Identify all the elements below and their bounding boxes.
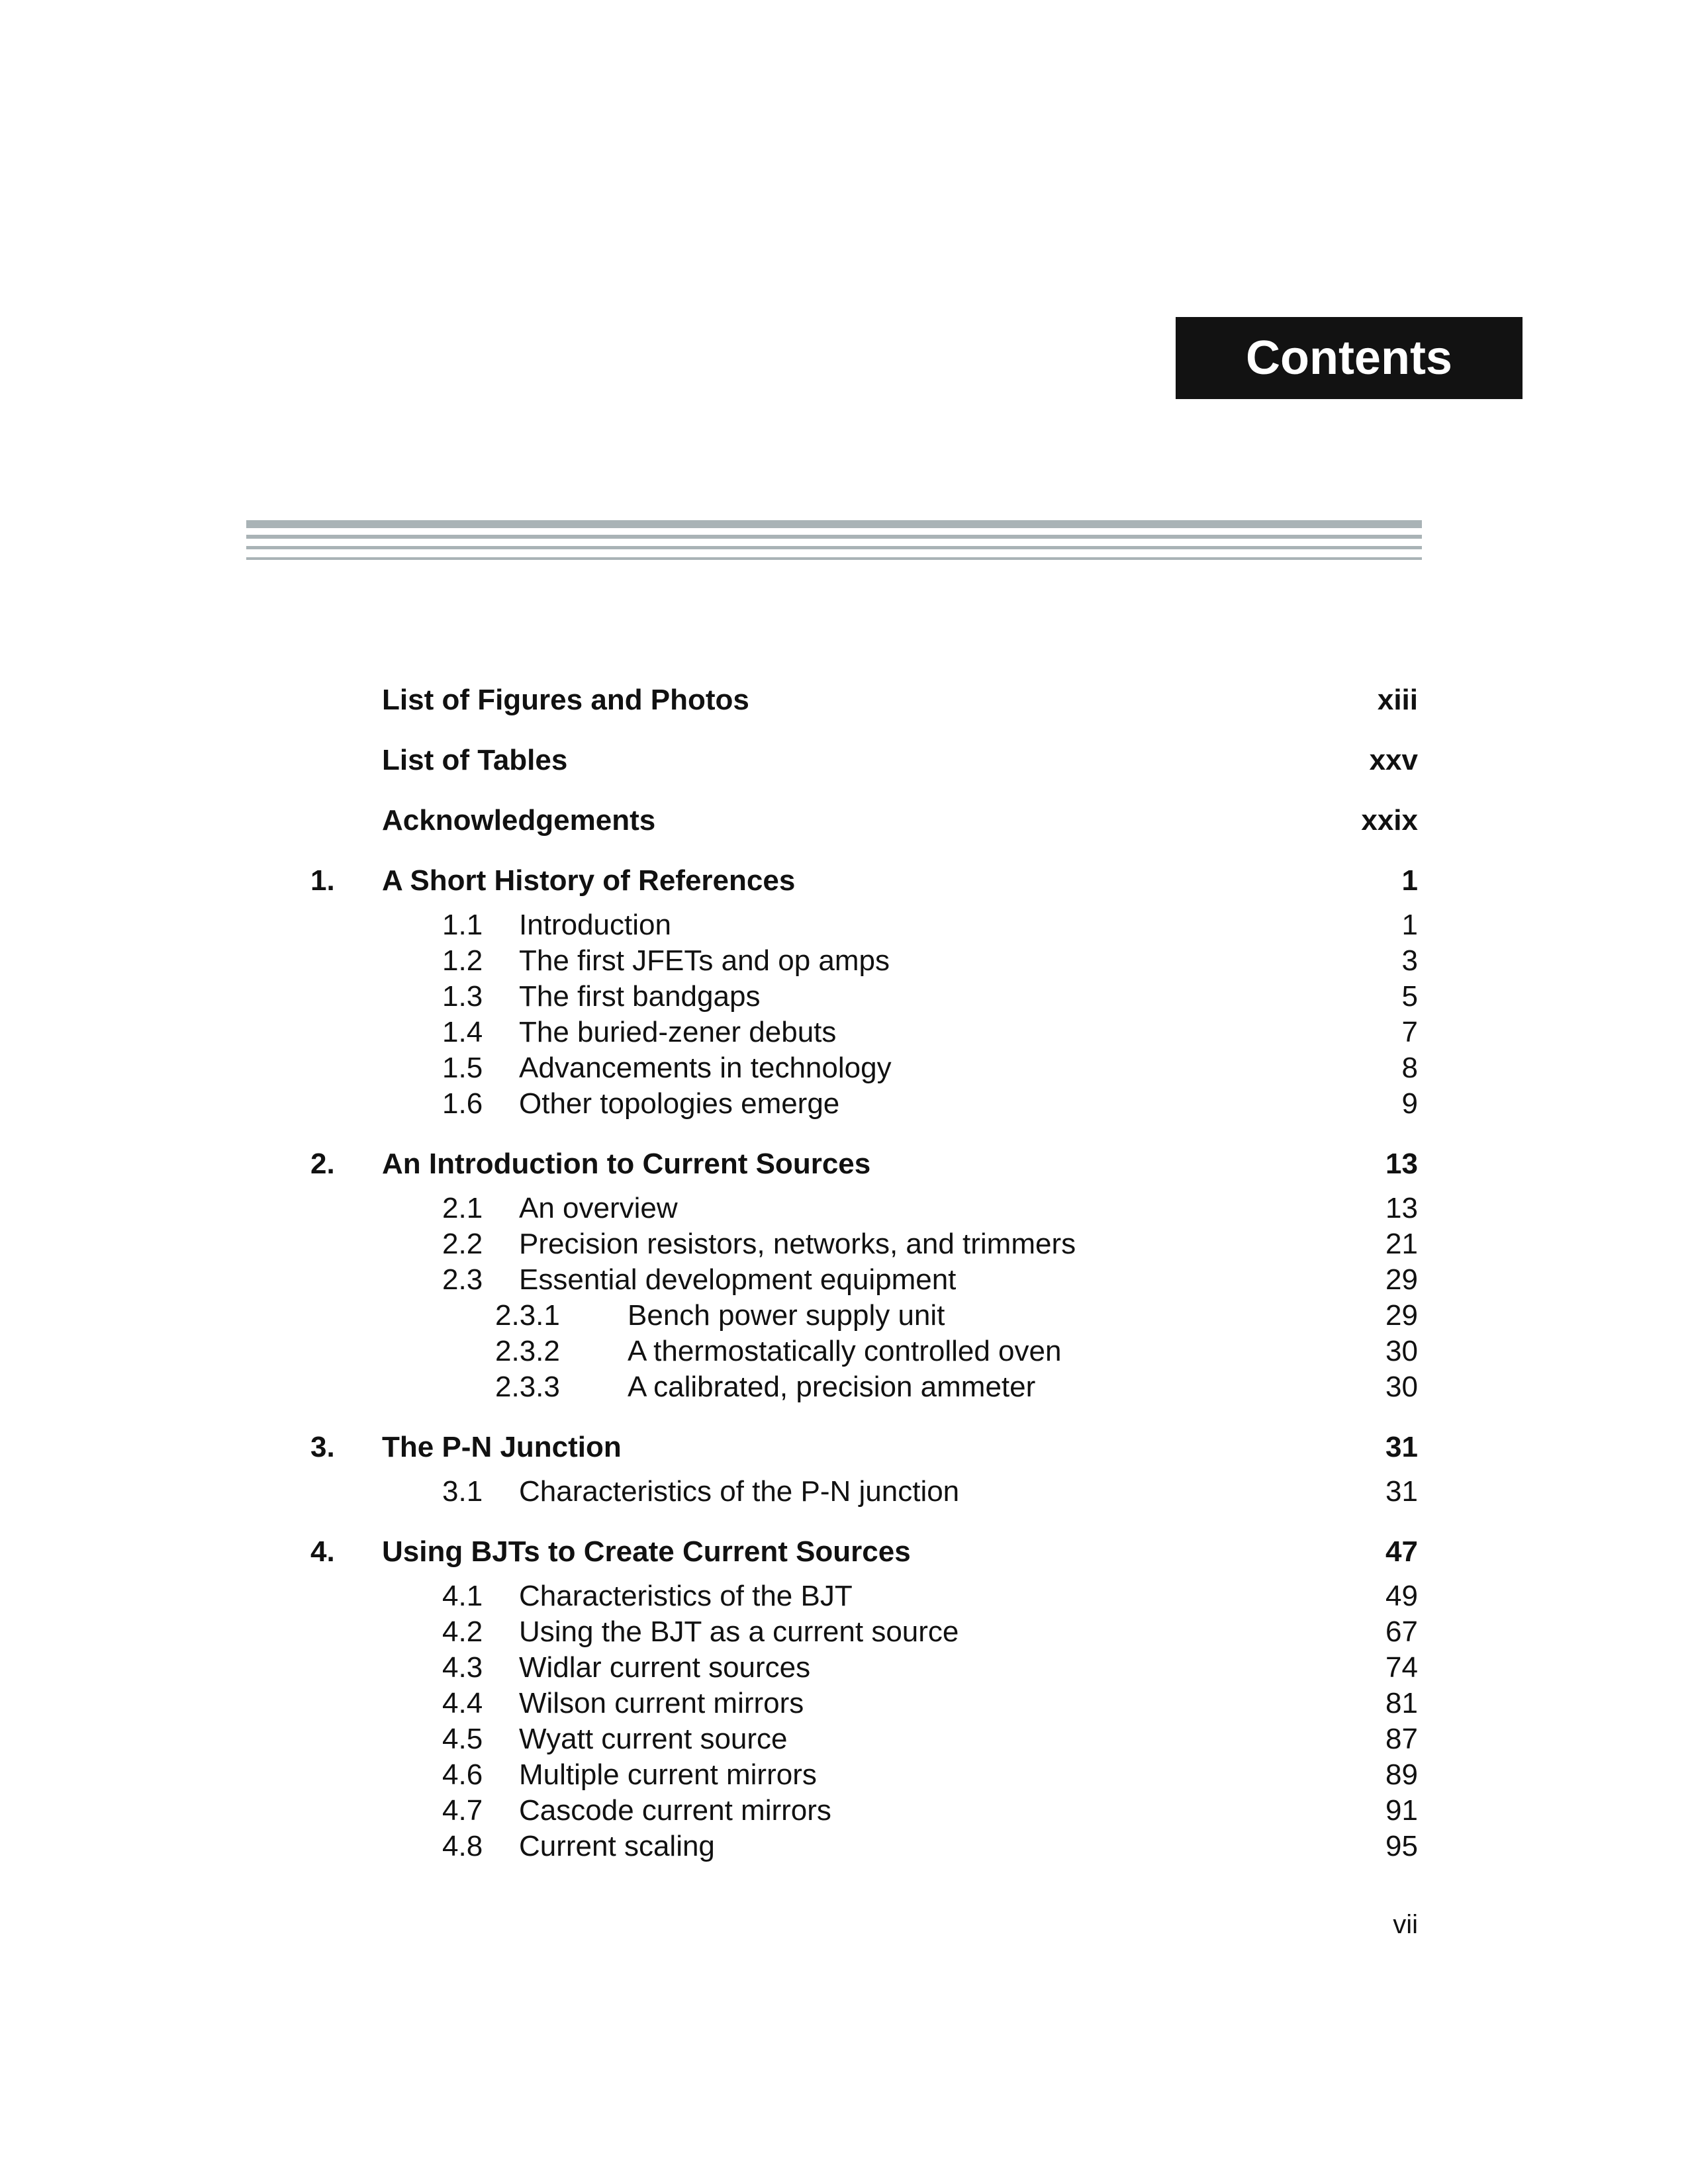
chapter-number: 1.	[310, 864, 335, 897]
toc-entry-section[interactable]	[0, 1050, 1688, 1087]
section-page: 7	[1401, 1016, 1418, 1048]
entry-page: xxv	[1369, 744, 1418, 776]
section-number: 1.5	[442, 1052, 483, 1084]
section-number: 4.6	[442, 1758, 483, 1791]
section-title: Other topologies emerge	[519, 1087, 840, 1120]
toc-entry-subsection[interactable]	[0, 1369, 1688, 1406]
decorative-rule	[246, 535, 1422, 539]
subsection-page: 30	[1385, 1371, 1418, 1403]
toc-entry-front-matter[interactable]	[0, 682, 1688, 719]
toc-entry-section[interactable]	[0, 978, 1688, 1015]
section-page: 87	[1385, 1723, 1418, 1755]
section-title: An overview	[519, 1192, 678, 1224]
toc-entry-subsection[interactable]	[0, 1297, 1688, 1334]
section-number: 1.6	[442, 1087, 483, 1120]
section-page: 21	[1385, 1228, 1418, 1260]
section-number: 1.3	[442, 980, 483, 1013]
subsection-number: 2.3.2	[495, 1335, 560, 1367]
entry-page: xxix	[1361, 804, 1418, 837]
page-number: vii	[1393, 1910, 1418, 1939]
section-number: 1.4	[442, 1016, 483, 1048]
section-page: 91	[1385, 1794, 1418, 1827]
section-title: Wyatt current source	[519, 1723, 788, 1755]
section-page: 13	[1385, 1192, 1418, 1224]
section-number: 1.1	[442, 909, 483, 941]
toc-entry-section[interactable]	[0, 1226, 1688, 1263]
section-number: 4.2	[442, 1615, 483, 1648]
section-page: 81	[1385, 1687, 1418, 1719]
section-page: 49	[1385, 1580, 1418, 1612]
chapter-title: The P-N Junction	[382, 1431, 622, 1463]
decorative-rule	[246, 557, 1422, 560]
toc-entry-section[interactable]	[0, 1649, 1688, 1686]
section-page: 5	[1401, 980, 1418, 1013]
section-title: Wilson current mirrors	[519, 1687, 804, 1719]
subsection-page: 30	[1385, 1335, 1418, 1367]
chapter-page: 31	[1385, 1431, 1418, 1463]
section-title: Characteristics of the BJT	[519, 1580, 853, 1612]
toc-entry-section[interactable]	[0, 1190, 1688, 1227]
section-number: 2.1	[442, 1192, 483, 1224]
chapter-page: 13	[1385, 1148, 1418, 1180]
entry-title: List of Tables	[382, 744, 568, 776]
decorative-rule	[246, 546, 1422, 549]
toc-entry-chapter[interactable]	[0, 1533, 1688, 1570]
section-number: 2.2	[442, 1228, 483, 1260]
toc-entry-chapter[interactable]	[0, 1146, 1688, 1183]
toc-entry-subsection[interactable]	[0, 1333, 1688, 1370]
section-page: 9	[1401, 1087, 1418, 1120]
section-page: 31	[1385, 1475, 1418, 1508]
section-title: Current scaling	[519, 1830, 715, 1862]
section-page: 8	[1401, 1052, 1418, 1084]
section-title: The first bandgaps	[519, 980, 761, 1013]
section-title: Cascode current mirrors	[519, 1794, 831, 1827]
section-title: Advancements in technology	[519, 1052, 892, 1084]
section-number: 4.7	[442, 1794, 483, 1827]
subsection-number: 2.3.1	[495, 1299, 560, 1332]
section-title: The first JFETs and op amps	[519, 944, 890, 977]
toc-entry-section[interactable]	[0, 1473, 1688, 1510]
chapter-page: 47	[1385, 1535, 1418, 1568]
chapter-title: An Introduction to Current Sources	[382, 1148, 871, 1180]
toc-entry-section[interactable]	[0, 1721, 1688, 1758]
section-page: 29	[1385, 1263, 1418, 1296]
section-title: Widlar current sources	[519, 1651, 811, 1684]
section-number: 4.1	[442, 1580, 483, 1612]
subsection-title: Bench power supply unit	[628, 1299, 945, 1332]
section-title: The buried-zener debuts	[519, 1016, 837, 1048]
chapter-page: 1	[1401, 864, 1418, 897]
toc-entry-front-matter[interactable]	[0, 742, 1688, 779]
subsection-title: A calibrated, precision ammeter	[628, 1371, 1036, 1403]
section-number: 2.3	[442, 1263, 483, 1296]
chapter-title: A Short History of References	[382, 864, 796, 897]
entry-page: xiii	[1377, 684, 1418, 716]
section-number: 4.3	[442, 1651, 483, 1684]
toc-entry-section[interactable]	[0, 1828, 1688, 1865]
chapter-number: 2.	[310, 1148, 335, 1180]
section-page: 1	[1401, 909, 1418, 941]
chapter-title: Using BJTs to Create Current Sources	[382, 1535, 911, 1568]
toc-entry-section[interactable]	[0, 1014, 1688, 1051]
section-number: 1.2	[442, 944, 483, 977]
chapter-number: 3.	[310, 1431, 335, 1463]
subsection-page: 29	[1385, 1299, 1418, 1332]
section-page: 3	[1401, 944, 1418, 977]
section-page: 95	[1385, 1830, 1418, 1862]
section-page: 67	[1385, 1615, 1418, 1648]
section-title: Precision resistors, networks, and trimmers	[519, 1228, 1076, 1260]
toc-entry-chapter[interactable]	[0, 1429, 1688, 1466]
section-number: 4.5	[442, 1723, 483, 1755]
page-title: Contents	[1176, 317, 1523, 399]
section-title: Introduction	[519, 909, 671, 941]
subsection-title: A thermostatically controlled oven	[628, 1335, 1062, 1367]
section-number: 4.4	[442, 1687, 483, 1719]
toc-entry-section[interactable]	[0, 1085, 1688, 1122]
entry-title: Acknowledgements	[382, 804, 656, 837]
chapter-number: 4.	[310, 1535, 335, 1568]
toc-entry-section[interactable]	[0, 1578, 1688, 1615]
toc-entry-section[interactable]	[0, 1685, 1688, 1722]
section-number: 3.1	[442, 1475, 483, 1508]
toc-entry-section[interactable]	[0, 1792, 1688, 1829]
section-title: Characteristics of the P-N junction	[519, 1475, 960, 1508]
toc-entry-section[interactable]	[0, 1756, 1688, 1794]
toc-entry-section[interactable]	[0, 907, 1688, 944]
section-title: Multiple current mirrors	[519, 1758, 817, 1791]
subsection-number: 2.3.3	[495, 1371, 560, 1403]
section-page: 89	[1385, 1758, 1418, 1791]
toc-entry-chapter[interactable]	[0, 862, 1688, 899]
toc-entry-front-matter[interactable]	[0, 802, 1688, 839]
section-number: 4.8	[442, 1830, 483, 1862]
toc-entry-section[interactable]	[0, 942, 1688, 979]
toc-entry-section[interactable]	[0, 1614, 1688, 1651]
section-page: 74	[1385, 1651, 1418, 1684]
entry-title: List of Figures and Photos	[382, 684, 749, 716]
section-title: Essential development equipment	[519, 1263, 957, 1296]
decorative-rule	[246, 520, 1422, 528]
section-title: Using the BJT as a current source	[519, 1615, 959, 1648]
toc-entry-section[interactable]	[0, 1261, 1688, 1298]
